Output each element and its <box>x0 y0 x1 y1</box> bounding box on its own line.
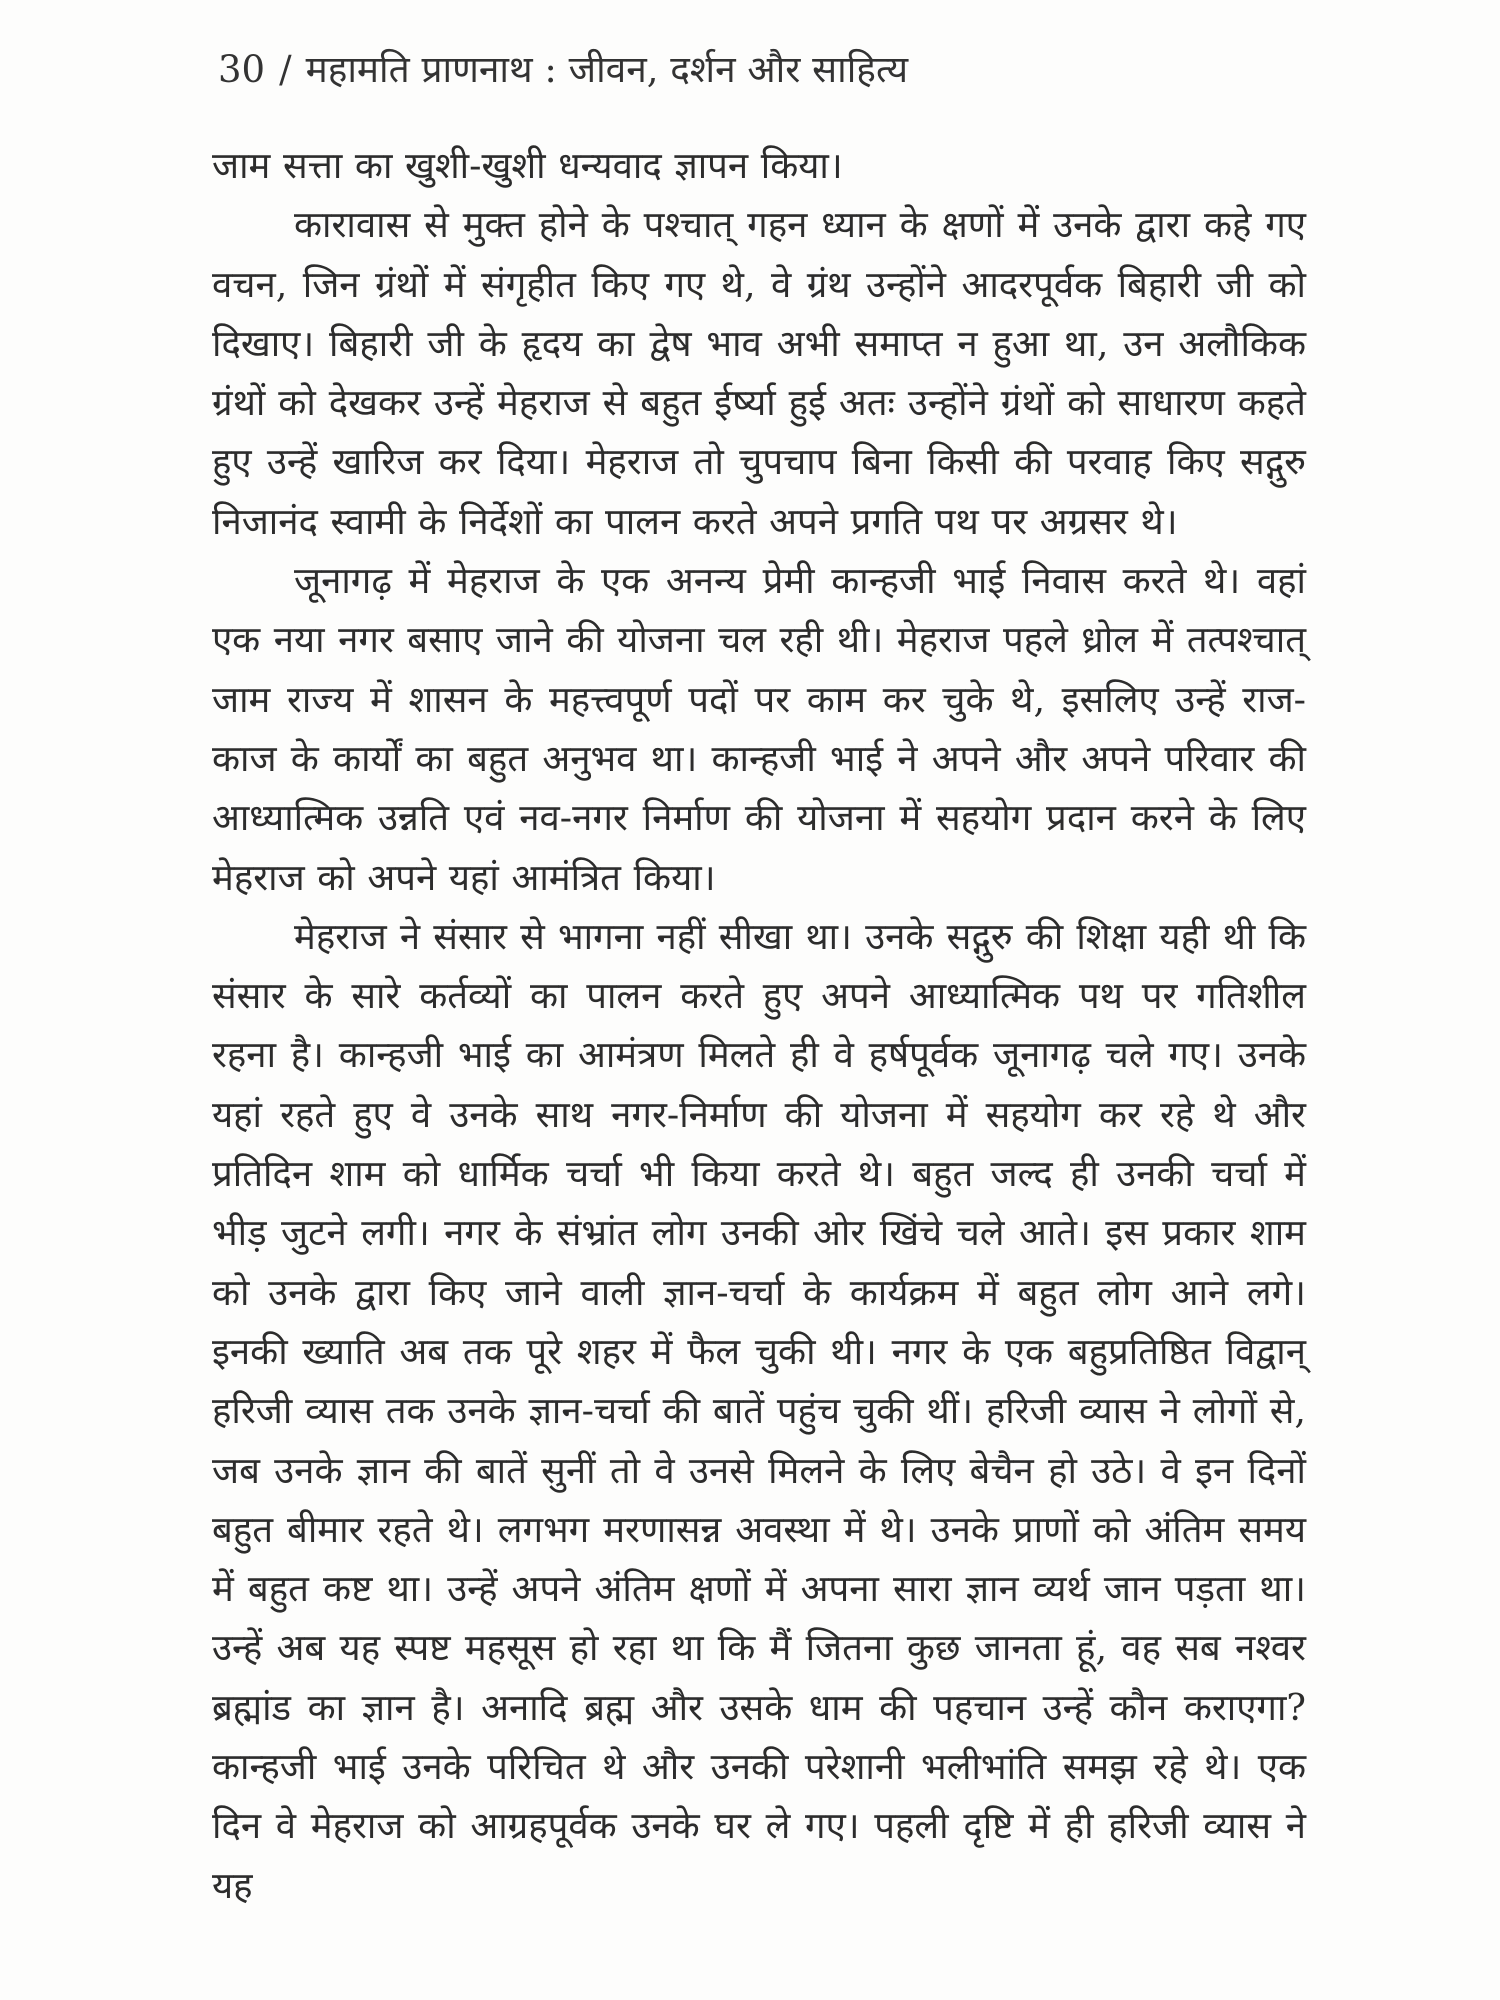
body-text <box>212 136 1306 1915</box>
paragraph-4: मेहराज ने संसार से भागना नहीं सीखा था। उनके सद्गुरु की शिक्षा यही थी कि संसार के सारे कर्तव्यों का पालन करते हुए अपने आध्यात्मिक पथ पर गतिशील रहना है। कान्हजी भाई का आमंत्रण मिलते ही वे हर्षपूर्वक जूनागढ़ चले गए। उनके यहां रहते हुए वे उनके साथ नगर-निर्माण की योजना में सहयोग कर रहे थे और प्रतिदिन शाम को धार्मिक चर्चा भी किया करते थे। बहुत जल्द ही उनकी चर्चा में भीड़ जुटने लगी। नगर के संभ्रांत लोग उनकी ओर खिंचे चले आते। इस प्रकार शाम को उनके द्वारा किए जाने वाली ज्ञान-चर्चा के कार्यक्रम में बहुत लोग आने लगे। इनकी ख्याति अब तक पूरे शहर में फैल चुकी थी। नगर के एक बहुप्रतिष्ठित विद्वान् हरिजी व्यास तक उनके ज्ञान-चर्चा की बातें पहुंच चुकी थीं। हरिजी व्यास ने लोगों से, जब उनके ज्ञान की बातें सुनीं तो वे उनसे मिलने के लिए बेचैन हो उठे। वे इन दिनों बहुत बीमार रहते थे। लगभग मरणासन्न अवस्था में थे। उनके प्राणों को अंतिम समय में बहुत कष्ट था। उन्हें अपने अंतिम क्षणों में अपना सारा ज्ञान व्यर्थ जान पड़ता था। उन्हें अब यह स्पष्ट महसूस हो रहा था कि मैं जितना कुछ जानता हूं, वह सब नश्वर ब्रह्मांड का ज्ञान है। अनादि ब्रह्म और उसके धाम की पहचान उन्हें कौन कराएगा? कान्हजी भाई उनके परिचित थे और उनकी परेशानी भलीभांति समझ रहे थे। एक दिन वे मेहराज को आग्रहपूर्वक उनके घर ले गए। पहली दृष्टि में ही हरिजी व्यास ने यह <box>212 914 1306 1907</box>
running-header <box>218 42 1298 98</box>
paragraph-3: जूनागढ़ में मेहराज के एक अनन्य प्रेमी कान्हजी भाई निवास करते थे। वहां एक नया नगर बसाए जाने की योजना चल रही थी। मेहराज पहले ध्रोल में तत्पश्चात् जाम राज्य में शासन के महत्त्वपूर्ण पदों पर काम कर चुके थे, इसलिए उन्हें राज-काज के कार्यों का बहुत अनुभव था। कान्हजी भाई ने अपने और अपने परिवार की आध्यात्मिक उन्नति एवं नव-नगर निर्माण की योजना में सहयोग प्रदान करने के लिए मेहराज को अपने यहां आमंत्रित किया। <box>212 559 1306 899</box>
paragraph-2: कारावास से मुक्त होने के पश्चात् गहन ध्यान के क्षणों में उनके द्वारा कहे गए वचन, जिन ग्रंथों में संगृहीत किए गए थे, वे ग्रंथ उन्होंने आदरपूर्वक बिहारी जी को दिखाए। बिहारी जी के हृदय का द्वेष भाव अभी समाप्त न हुआ था, उन अलौकिक ग्रंथों को देखकर उन्हें मेहराज से बहुत ईर्ष्या हुई अतः उन्होंने ग्रंथों को साधारण कहते हुए उन्हें खारिज कर दिया। मेहराज तो चुपचाप बिना किसी की परवाह किए सद्गुरु निजानंद स्वामी के निर्देशों का पालन करते अपने प्रगति पथ पर अग्रसर थे। <box>212 203 1306 543</box>
page-number: 30 <box>218 48 266 91</box>
header-separator: / <box>279 48 292 91</box>
book-title: महामति प्राणनाथ : जीवन, दर्शन और साहित्य <box>305 48 909 91</box>
paragraph-1: जाम सत्ता का खुशी-खुशी धन्यवाद ज्ञापन किया। <box>212 144 843 187</box>
